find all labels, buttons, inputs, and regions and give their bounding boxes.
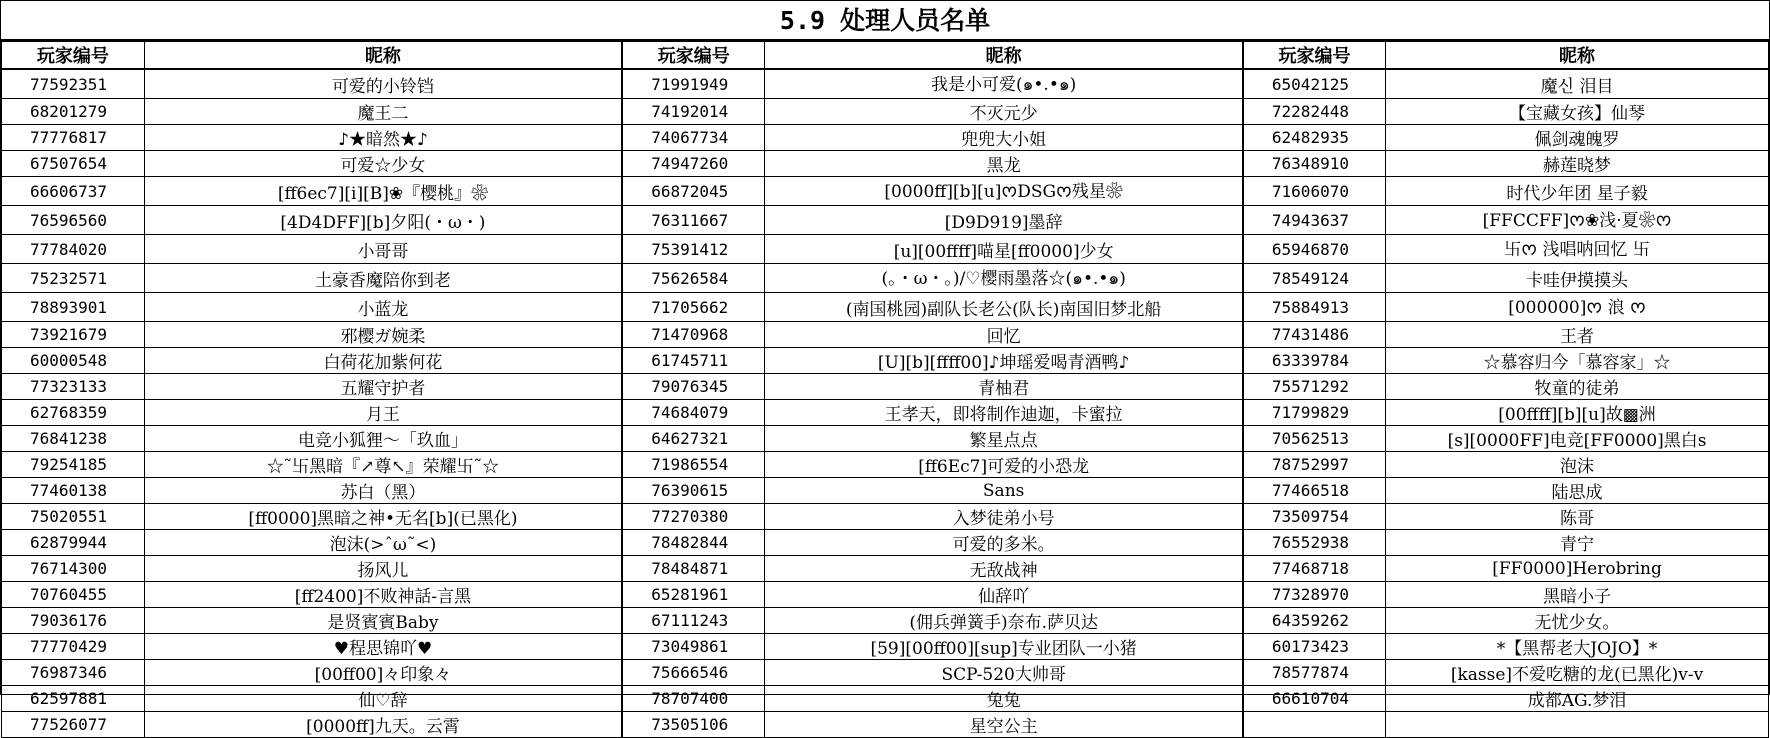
nickname-cell[interactable]: 无敌战神 bbox=[765, 556, 1243, 582]
player-id-cell[interactable]: 78707400 bbox=[622, 686, 765, 712]
player-id-cell[interactable]: 65946870 bbox=[1243, 235, 1386, 264]
player-id-cell[interactable]: 62482935 bbox=[1243, 125, 1386, 151]
player-id-cell[interactable]: 75232571 bbox=[2, 264, 145, 293]
nickname-cell[interactable]: *【黑帮老大JOJO】* bbox=[1386, 634, 1769, 660]
header-nickname: 昵称 bbox=[765, 42, 1243, 70]
nickname-cell[interactable]: 仙♡辞 bbox=[144, 686, 622, 712]
nickname-cell[interactable]: SCP-520大帅哥 bbox=[765, 660, 1243, 686]
nickname-cell[interactable]: 成都AG.梦泪 bbox=[1386, 686, 1769, 712]
nickname-cell[interactable]: (佣兵弹簧手)奈布.萨贝达 bbox=[765, 608, 1243, 634]
nickname-cell[interactable] bbox=[1386, 712, 1769, 738]
nickname-cell[interactable]: [00ffff][b][u]故▩洲 bbox=[1386, 400, 1769, 426]
player-id-cell[interactable]: 74943637 bbox=[1243, 206, 1386, 235]
nickname-cell[interactable]: 无忧少女。 bbox=[1386, 608, 1769, 634]
nickname-cell[interactable]: [000000]ᰔ 浪 ᰔ bbox=[1386, 293, 1769, 322]
table-row bbox=[2, 556, 1769, 582]
player-id-cell[interactable]: 79254185 bbox=[2, 452, 145, 478]
nickname-cell[interactable]: 时代少年团 星子毅 bbox=[1386, 177, 1769, 206]
table-row bbox=[2, 530, 1769, 556]
nickname-cell[interactable]: 入梦徒弟小号 bbox=[765, 504, 1243, 530]
table-row bbox=[2, 634, 1769, 660]
table-row bbox=[2, 400, 1769, 426]
table-row bbox=[2, 712, 1769, 738]
nickname-cell[interactable]: [0000ff]九天。云霄 bbox=[144, 712, 622, 738]
player-id-cell[interactable]: 74947260 bbox=[622, 151, 765, 177]
nickname-cell[interactable]: [4D4DFF][b]夕阳(・ω・) bbox=[144, 206, 622, 235]
table-row bbox=[2, 125, 1769, 151]
nickname-cell[interactable]: 小蓝龙 bbox=[144, 293, 622, 322]
player-id-cell[interactable]: 68201279 bbox=[2, 99, 145, 125]
nickname-cell[interactable]: [0000ff][b][u]ᰔDSGᰔ残星❀ bbox=[765, 177, 1243, 206]
nickname-cell[interactable]: 陆思成 bbox=[1386, 478, 1769, 504]
nickname-cell[interactable]: 不灭元少 bbox=[765, 99, 1243, 125]
nickname-cell[interactable]: 星空公主 bbox=[765, 712, 1243, 738]
nickname-cell[interactable]: 青宁 bbox=[1386, 530, 1769, 556]
nickname-cell[interactable]: 泡沫(>ˆω˜<) bbox=[144, 530, 622, 556]
player-id-cell[interactable] bbox=[1243, 712, 1386, 738]
table-row bbox=[2, 582, 1769, 608]
player-id-cell[interactable]: 76987346 bbox=[2, 660, 145, 686]
player-id-cell[interactable]: 75391412 bbox=[622, 235, 765, 264]
player-id-cell[interactable]: 75571292 bbox=[1243, 374, 1386, 400]
player-id-cell[interactable]: 77770429 bbox=[2, 634, 145, 660]
player-id-cell[interactable]: 74684079 bbox=[622, 400, 765, 426]
player-id-cell[interactable]: 77468718 bbox=[1243, 556, 1386, 582]
table-row bbox=[2, 374, 1769, 400]
player-id-cell[interactable]: 78549124 bbox=[1243, 264, 1386, 293]
player-id-cell[interactable]: 62597881 bbox=[2, 686, 145, 712]
nickname-cell[interactable]: 苏白（黑） bbox=[144, 478, 622, 504]
nickname-cell[interactable]: [00ff00]々印象々 bbox=[144, 660, 622, 686]
player-id-cell[interactable]: 62879944 bbox=[2, 530, 145, 556]
nickname-cell[interactable]: 月王 bbox=[144, 400, 622, 426]
player-id-cell[interactable]: 70562513 bbox=[1243, 426, 1386, 452]
player-id-cell[interactable]: 77526077 bbox=[2, 712, 145, 738]
player-id-cell[interactable]: 78482844 bbox=[622, 530, 765, 556]
table-row bbox=[2, 69, 1769, 99]
nickname-cell[interactable]: 是贤賓賓Baby bbox=[144, 608, 622, 634]
player-id-cell[interactable]: 79076345 bbox=[622, 374, 765, 400]
nickname-cell[interactable]: 可爱☆少女 bbox=[144, 151, 622, 177]
nickname-cell[interactable]: [ff6Ec7]可爱的小恐龙 bbox=[765, 452, 1243, 478]
nickname-cell[interactable]: ☆˜卐黑暗『↗尊↖』荣耀卐˜☆ bbox=[144, 452, 622, 478]
player-id-cell[interactable]: 73921679 bbox=[2, 322, 145, 348]
player-id-cell[interactable]: 74067734 bbox=[622, 125, 765, 151]
nickname-cell[interactable]: 兔兔 bbox=[765, 686, 1243, 712]
nickname-cell[interactable]: [ff6ec7][i][B]❀『樱桃』❀ bbox=[144, 177, 622, 206]
table-row bbox=[2, 478, 1769, 504]
player-id-cell[interactable]: 61745711 bbox=[622, 348, 765, 374]
player-id-cell[interactable]: 70760455 bbox=[2, 582, 145, 608]
nickname-cell[interactable]: 我是小可爱(๑•.•๑) bbox=[765, 69, 1243, 99]
player-id-cell[interactable]: 77328970 bbox=[1243, 582, 1386, 608]
table-row bbox=[2, 504, 1769, 530]
player-id-cell[interactable]: 65042125 bbox=[1243, 69, 1386, 99]
nickname-cell[interactable]: [s][0000FF]电竞[FF0000]黑白s bbox=[1386, 426, 1769, 452]
player-id-cell[interactable]: 67111243 bbox=[622, 608, 765, 634]
nickname-cell[interactable]: [u][00ffff]喵星[ff0000]少女 bbox=[765, 235, 1243, 264]
table-row bbox=[2, 99, 1769, 125]
player-id-cell[interactable]: 75666546 bbox=[622, 660, 765, 686]
nickname-cell[interactable]: 扬风儿 bbox=[144, 556, 622, 582]
nickname-cell[interactable]: 魔王二 bbox=[144, 99, 622, 125]
table-row bbox=[2, 348, 1769, 374]
player-id-cell[interactable]: 71799829 bbox=[1243, 400, 1386, 426]
nickname-cell[interactable]: 繁星点点 bbox=[765, 426, 1243, 452]
nickname-cell[interactable]: 【宝藏女孩】仙琴 bbox=[1386, 99, 1769, 125]
nickname-cell[interactable]: 王孝天，即将制作迪迦，卡蜜拉 bbox=[765, 400, 1243, 426]
player-id-cell[interactable]: 60173423 bbox=[1243, 634, 1386, 660]
player-id-cell[interactable]: 76348910 bbox=[1243, 151, 1386, 177]
table-row bbox=[2, 235, 1769, 264]
table-row bbox=[2, 293, 1769, 322]
player-id-cell[interactable]: 71705662 bbox=[622, 293, 765, 322]
nickname-cell[interactable]: [ff2400]不败神話-言黑 bbox=[144, 582, 622, 608]
table-row bbox=[2, 206, 1769, 235]
nickname-cell[interactable]: 可爱的多米。 bbox=[765, 530, 1243, 556]
player-id-cell[interactable]: 73049861 bbox=[622, 634, 765, 660]
nickname-cell[interactable]: 陈哥 bbox=[1386, 504, 1769, 530]
nickname-cell[interactable]: 卐ᰔ 浅唱呐回忆 卐 bbox=[1386, 235, 1769, 264]
player-id-cell[interactable]: 77270380 bbox=[622, 504, 765, 530]
nickname-cell[interactable]: ♪★暗然★♪ bbox=[144, 125, 622, 151]
player-id-cell[interactable]: 77460138 bbox=[2, 478, 145, 504]
player-list-table bbox=[1, 41, 1769, 738]
header-nickname: 昵称 bbox=[1386, 42, 1769, 70]
header-nickname: 昵称 bbox=[144, 42, 622, 70]
player-id-cell[interactable]: 78752997 bbox=[1243, 452, 1386, 478]
player-id-cell[interactable]: 71986554 bbox=[622, 452, 765, 478]
player-id-cell[interactable]: 64627321 bbox=[622, 426, 765, 452]
nickname-cell[interactable]: (南国桃园)副队长老公(队长)南国旧梦北船 bbox=[765, 293, 1243, 322]
table-row bbox=[2, 322, 1769, 348]
player-id-cell[interactable]: 76841238 bbox=[2, 426, 145, 452]
player-id-cell[interactable]: 66606737 bbox=[2, 177, 145, 206]
player-id-cell[interactable]: 64359262 bbox=[1243, 608, 1386, 634]
player-id-cell[interactable]: 76390615 bbox=[622, 478, 765, 504]
nickname-cell[interactable]: ♥程思锦吖♥ bbox=[144, 634, 622, 660]
nickname-cell[interactable]: 兜兜大小姐 bbox=[765, 125, 1243, 151]
player-id-cell[interactable]: 73509754 bbox=[1243, 504, 1386, 530]
nickname-cell[interactable]: 可爱的小铃铛 bbox=[144, 69, 622, 99]
table-row bbox=[2, 452, 1769, 478]
header-player-id: 玩家编号 bbox=[2, 42, 145, 70]
player-id-cell[interactable]: 77431486 bbox=[1243, 322, 1386, 348]
nickname-cell[interactable]: 五耀守护者 bbox=[144, 374, 622, 400]
sheet-title: 5.9 处理人员名单 bbox=[1, 1, 1769, 41]
nickname-cell[interactable]: 黑龙 bbox=[765, 151, 1243, 177]
table-row bbox=[2, 608, 1769, 634]
player-id-cell[interactable]: 77466518 bbox=[1243, 478, 1386, 504]
player-id-cell[interactable]: 63339784 bbox=[1243, 348, 1386, 374]
player-id-cell[interactable]: 62768359 bbox=[2, 400, 145, 426]
player-id-cell[interactable]: 72282448 bbox=[1243, 99, 1386, 125]
header-player-id: 玩家编号 bbox=[622, 42, 765, 70]
nickname-cell[interactable]: (。・ω・。)/♡樱雨墨落☆(๑•.•๑) bbox=[765, 264, 1243, 293]
table-row bbox=[2, 660, 1769, 686]
nickname-cell[interactable]: [59][00ff00][sup]专业团队一小猪 bbox=[765, 634, 1243, 660]
player-id-cell[interactable]: 60000548 bbox=[2, 348, 145, 374]
nickname-cell[interactable]: [ff0000]黑暗之神•无名[b](已黑化) bbox=[144, 504, 622, 530]
nickname-cell[interactable]: 回忆 bbox=[765, 322, 1243, 348]
nickname-cell[interactable]: Sans bbox=[765, 478, 1243, 504]
player-id-cell[interactable]: 71470968 bbox=[622, 322, 765, 348]
nickname-cell[interactable]: [FFCCFF]ᰔ❀浅·夏❀ᰔ bbox=[1386, 206, 1769, 235]
player-id-cell[interactable]: 76714300 bbox=[2, 556, 145, 582]
nickname-cell[interactable]: [D9D919]墨辞 bbox=[765, 206, 1243, 235]
nickname-cell[interactable]: 邪樱ガ婉柔 bbox=[144, 322, 622, 348]
nickname-cell[interactable]: 黑暗小子 bbox=[1386, 582, 1769, 608]
nickname-cell[interactable]: [FF0000]Herobring bbox=[1386, 556, 1769, 582]
nickname-cell[interactable]: 青柚君 bbox=[765, 374, 1243, 400]
player-id-cell[interactable]: 75884913 bbox=[1243, 293, 1386, 322]
player-id-cell[interactable]: 65281961 bbox=[622, 582, 765, 608]
nickname-cell[interactable]: 王者 bbox=[1386, 322, 1769, 348]
table-row bbox=[2, 426, 1769, 452]
player-id-cell[interactable]: 76311667 bbox=[622, 206, 765, 235]
header-player-id: 玩家编号 bbox=[1243, 42, 1386, 70]
nickname-cell[interactable]: [U][b][ffff00]♪坤瑶爱喝青酒鸭♪ bbox=[765, 348, 1243, 374]
table-row bbox=[2, 264, 1769, 293]
player-id-cell[interactable]: 78577874 bbox=[1243, 660, 1386, 686]
player-id-cell[interactable]: 71606070 bbox=[1243, 177, 1386, 206]
nickname-cell[interactable]: 魔신 泪目 bbox=[1386, 69, 1769, 99]
player-id-cell[interactable]: 66610704 bbox=[1243, 686, 1386, 712]
nickname-cell[interactable]: 赫莲晓梦 bbox=[1386, 151, 1769, 177]
nickname-cell[interactable]: 白荷花加紫何花 bbox=[144, 348, 622, 374]
nickname-cell[interactable]: 仙辞吖 bbox=[765, 582, 1243, 608]
player-id-cell[interactable]: 74192014 bbox=[622, 99, 765, 125]
nickname-cell[interactable]: 卡哇伊摸摸头 bbox=[1386, 264, 1769, 293]
nickname-cell[interactable]: 佩剑魂魄罗 bbox=[1386, 125, 1769, 151]
player-id-cell[interactable]: 77776817 bbox=[2, 125, 145, 151]
table-row bbox=[2, 177, 1769, 206]
player-id-cell[interactable]: 78893901 bbox=[2, 293, 145, 322]
player-id-cell[interactable]: 77323133 bbox=[2, 374, 145, 400]
player-id-cell[interactable]: 73505106 bbox=[622, 712, 765, 738]
player-id-cell[interactable]: 75626584 bbox=[622, 264, 765, 293]
nickname-cell[interactable]: 泡沫 bbox=[1386, 452, 1769, 478]
nickname-cell[interactable]: ☆慕容归今「慕容家」☆ bbox=[1386, 348, 1769, 374]
table-row bbox=[2, 151, 1769, 177]
header-row bbox=[2, 42, 1769, 70]
player-id-cell[interactable]: 71991949 bbox=[622, 69, 765, 99]
player-id-cell[interactable]: 78484871 bbox=[622, 556, 765, 582]
table-row bbox=[2, 686, 1769, 712]
player-id-cell[interactable]: 79036176 bbox=[2, 608, 145, 634]
nickname-cell[interactable]: 土豪香魔陪你到老 bbox=[144, 264, 622, 293]
player-id-cell[interactable]: 76596560 bbox=[2, 206, 145, 235]
nickname-cell[interactable]: 电竞小狐狸～「玖血」 bbox=[144, 426, 622, 452]
nickname-cell[interactable]: 牧童的徒弟 bbox=[1386, 374, 1769, 400]
player-id-cell[interactable]: 76552938 bbox=[1243, 530, 1386, 556]
player-id-cell[interactable]: 67507654 bbox=[2, 151, 145, 177]
player-id-cell[interactable]: 66872045 bbox=[622, 177, 765, 206]
player-id-cell[interactable]: 77592351 bbox=[2, 69, 145, 99]
player-id-cell[interactable]: 75020551 bbox=[2, 504, 145, 530]
nickname-cell[interactable]: [kasse]不爱吃糖的龙(已黑化)v-v bbox=[1386, 660, 1769, 686]
player-id-cell[interactable]: 77784020 bbox=[2, 235, 145, 264]
nickname-cell[interactable]: 小哥哥 bbox=[144, 235, 622, 264]
